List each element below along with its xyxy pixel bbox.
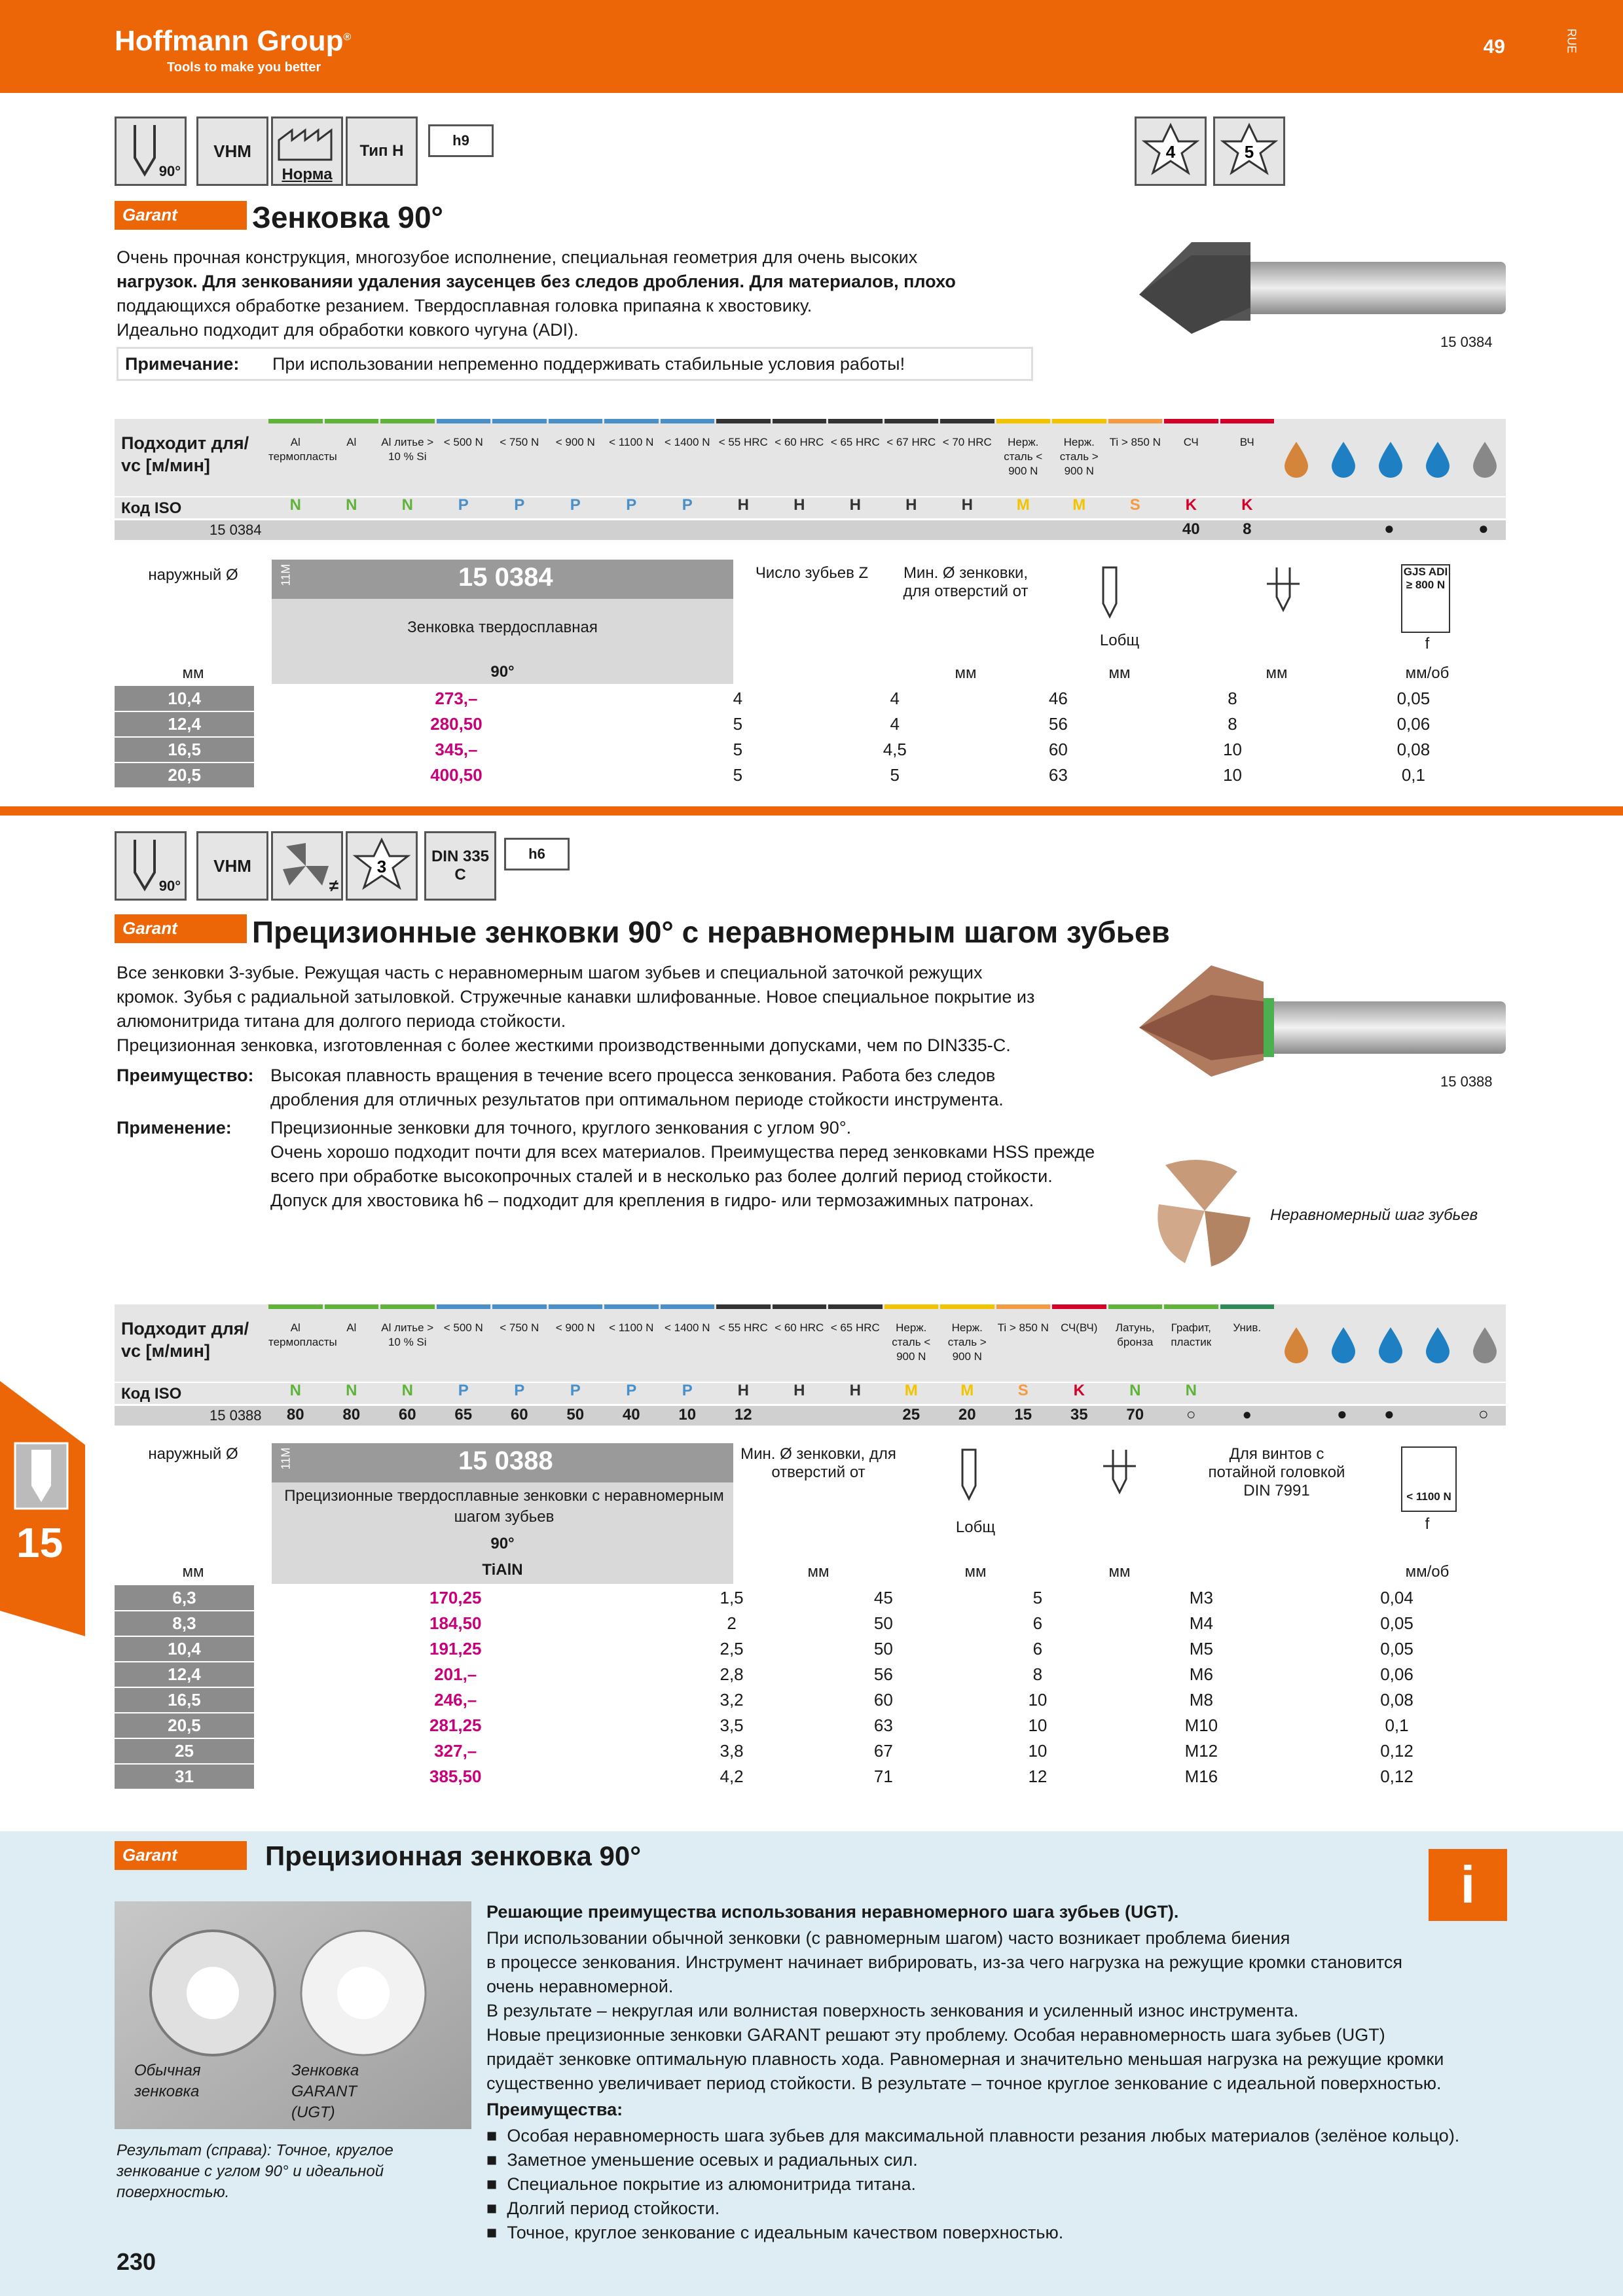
coolant-mark: ○ <box>1478 1404 1489 1424</box>
photo-caption: Результат (справа): Точное, круглое зенкование с углом 90° и идеальной поверхностью. <box>117 2142 393 2201</box>
material-header: < 900 N <box>549 419 603 496</box>
iso-code: P <box>682 496 693 514</box>
photo-label-left: Обычная зенковка <box>134 2062 201 2100</box>
vc-value: 65 <box>454 1406 473 1424</box>
table-row: 25 327,– 3,8 67 10 M12 0,12 <box>115 1738 1506 1764</box>
tolerance-icon: h6 <box>504 838 570 870</box>
section1-title: Зенковка 90° <box>252 200 443 234</box>
iso-code: M <box>960 1382 974 1399</box>
image-id: 15 0388 <box>1440 1073 1493 1090</box>
svg-text:5: 5 <box>1244 142 1254 162</box>
iso-code: K <box>1185 496 1197 514</box>
vc-value: 50 <box>566 1406 585 1424</box>
coolant-mark: ● <box>1384 1404 1395 1424</box>
application-text: Прецизионные зенковки для точного, круглого зенкования с углом 90°. Очень хорошо подходит почти для всех материалов. Преимущества перед зенковками HSS прежде всего при обработке высокопрочных сталей и в несколько раз более долгий период стойкости. Допуск для хвостовика h6 – подходит для крепления в гидро- или термозажимных патронах. <box>270 1118 1095 1210</box>
svg-text:4: 4 <box>1165 142 1176 162</box>
advantage-text: Высокая плавность вращения в течение всего процесса зенкования. Работа без следов дробления для отличных результатов при оптимальном периоде стойкости инструмента. <box>270 1066 1004 1109</box>
svg-text:3: 3 <box>376 857 387 876</box>
gjs-icon: GJS ADI ≥ 800 N <box>1401 564 1450 633</box>
table-row: 12,4 201,– 2,8 56 8 M6 0,06 <box>115 1662 1506 1687</box>
vc-value: 60 <box>398 1406 416 1424</box>
material-header: Al литье > 10 % Si <box>380 1304 435 1382</box>
min-dia-header: Мин. Ø зенковки, для отверстий от <box>740 1445 896 1481</box>
iso-code: P <box>514 1382 525 1399</box>
vc-value: 70 <box>1126 1406 1144 1424</box>
shank-icon <box>1093 1446 1146 1505</box>
iso-code: N <box>346 1382 357 1399</box>
coolant-mark: ● <box>1337 1404 1347 1424</box>
vc-value: 80 <box>342 1406 361 1424</box>
flute-4-icon <box>1135 117 1207 186</box>
countersink-image <box>1133 962 1512 1080</box>
vhm-icon: VHM <box>196 831 268 901</box>
iso-code: P <box>458 496 469 514</box>
iso-code: K <box>1241 496 1253 514</box>
advantages-heading: Преимущества: <box>486 2100 623 2119</box>
coolant-mark: ● <box>1384 518 1395 538</box>
table-row: 10,4 191,25 2,5 50 6 M5 0,05 <box>115 1636 1506 1662</box>
table-row: 16,5 345,– 5 4,5 60 10 0,08 <box>115 737 1506 762</box>
oil-icon <box>1277 439 1321 478</box>
material-header: < 750 N <box>492 1304 547 1382</box>
air-icon <box>1465 439 1510 478</box>
pitch-image <box>1146 1152 1264 1270</box>
vc-value: 25 <box>902 1406 921 1424</box>
material-header: Al термопласты <box>268 1304 323 1382</box>
tolerance-icon: h9 <box>428 124 494 157</box>
material-header: < 70 HRC <box>940 419 994 496</box>
iso-code: N <box>1129 1382 1141 1399</box>
iso-code: H <box>849 1382 861 1399</box>
material-strength-icon: < 1100 N <box>1401 1446 1457 1512</box>
outer-dia-header: наружный Ø <box>148 1445 238 1463</box>
iso-label: Код ISO <box>121 1385 182 1403</box>
iso-label: Код ISO <box>121 499 182 517</box>
section1-description: Очень прочная конструкция, многозубое исполнение, специальная геометрия для очень высоких нагрузок. Для зенкованияи удаления заусенцев без следов дробления. Для материалов, плохо поддающихся обработке резанием. Твердосплавная головка припаяна к хвостовику. Идеально подходит для обработки ковкого чугуна (ADI). <box>117 247 956 340</box>
vhm-icon: VHM <box>196 117 268 186</box>
norm-icon: Норма <box>271 117 343 186</box>
min-dia-header: Мин. Ø зенковки, для отверстий от <box>903 564 1029 600</box>
vc-value: 80 <box>286 1406 304 1424</box>
screw-header: Для винтов с потайной головкой DIN 7991 <box>1208 1445 1345 1499</box>
info-icon: i <box>1429 1849 1507 1921</box>
material-header: < 60 HRC <box>773 1304 827 1382</box>
length-icon <box>1090 564 1129 623</box>
photo-label-right: Зенковка GARANT (UGT) <box>291 2062 359 2121</box>
iso-code: P <box>570 496 581 514</box>
list-item: ■ Точное, круглое зенкование с идеальным качеством поверхностью. <box>486 2223 1064 2242</box>
material-header: < 65 HRC <box>828 1304 883 1382</box>
material-header: Нерж. сталь < 900 N <box>996 419 1051 496</box>
type-icon: Тип H <box>346 117 418 186</box>
emulsion-icon <box>1324 439 1368 478</box>
material-header: < 55 HRC <box>716 419 771 496</box>
material-header: Al <box>325 1304 379 1382</box>
row-id: 15 0388 <box>210 1407 262 1424</box>
flute-3-icon <box>346 831 418 901</box>
din-icon: DIN 335 C <box>424 831 496 901</box>
dry-icon <box>1418 1324 1463 1363</box>
iso-code: M <box>904 1382 918 1399</box>
desc-header: Зенковка твердосплавная <box>407 619 598 636</box>
mist-icon <box>1371 439 1415 478</box>
emulsion-icon <box>1324 1324 1368 1363</box>
air-icon <box>1465 1324 1510 1363</box>
section2-description: Все зенковки 3-зубые. Режущая часть с неравномерным шагом зубьев и специальной заточкой режущих кромок. Зубья с радиальной затыловкой. Стружечные канавки шлифованные. Новое специальное покрытие из алюмонитрида титана для долгого периода стойкости. Прецизионная зенковка, изготовленная с более жесткими производственными допусками, чем по DIN335-C. <box>117 963 1035 1055</box>
garant-badge: Garant <box>115 201 247 230</box>
brand-logo: Hoffmann Group® <box>115 25 352 57</box>
brand-tagline: Tools to make you better <box>167 60 321 75</box>
coolant-mark: ● <box>1478 518 1489 538</box>
oil-icon <box>1277 1324 1321 1363</box>
chapter-number: 15 <box>16 1519 64 1566</box>
iso-code: N <box>401 1382 413 1399</box>
material-header: Латунь, бронза <box>1108 1304 1163 1382</box>
section2-title: Прецизионные зенковки 90° с неравномерным шагом зубьев <box>252 915 1170 949</box>
code-number: 15 0384 <box>458 563 553 592</box>
section-separator <box>0 806 1623 816</box>
iso-code: P <box>626 1382 637 1399</box>
drill-icon <box>12 1440 71 1512</box>
product-table-1 <box>115 686 1506 789</box>
table-row: 20,5 281,25 3,5 63 10 M10 0,1 <box>115 1713 1506 1738</box>
material-header: < 65 HRC <box>828 419 883 496</box>
mist-icon <box>1371 1324 1415 1363</box>
info-title: Прецизионная зенковка 90° <box>265 1840 642 1871</box>
table-row: 8,3 184,50 2 50 6 M4 0,05 <box>115 1611 1506 1636</box>
iso-code: P <box>458 1382 469 1399</box>
outer-dia-header: наружный Ø <box>148 566 238 584</box>
iso-code: N <box>289 1382 301 1399</box>
table-row: 6,3 170,25 1,5 45 5 M3 0,04 <box>115 1585 1506 1611</box>
material-header: < 1400 N <box>661 1304 715 1382</box>
table-row: 10,4 273,– 4 4 46 8 0,05 <box>115 686 1506 711</box>
angle-icon: 90° <box>115 831 187 901</box>
flute-5-icon <box>1213 117 1285 186</box>
iso-code: H <box>849 496 861 514</box>
iso-code: M <box>1016 496 1030 514</box>
table-row: 12,4 280,50 5 4 56 8 0,06 <box>115 711 1506 737</box>
iso-code: H <box>905 496 917 514</box>
vc-value: 40 <box>622 1406 640 1424</box>
uneven-pitch-icon: ≠ <box>271 831 343 901</box>
vc-value: 40 <box>1182 520 1200 538</box>
vc-value: 15 <box>1014 1406 1032 1424</box>
material-header: Al литье > 10 % Si <box>380 419 435 496</box>
length-icon <box>949 1446 989 1505</box>
application-label: Применение: <box>117 1118 232 1138</box>
teeth-header: Число зубьев Z <box>755 564 869 582</box>
vc-value: ● <box>1242 1406 1252 1424</box>
iso-code: N <box>289 496 301 514</box>
iso-code: N <box>346 496 357 514</box>
iso-code: H <box>737 1382 749 1399</box>
suitable-label: Подходит для/ vc [м/мин] <box>121 433 249 475</box>
vc-value: 8 <box>1243 520 1252 538</box>
advantage-label: Преимущество: <box>117 1066 254 1085</box>
dry-icon <box>1418 439 1463 478</box>
language-code: RUE <box>1565 28 1578 54</box>
row-id: 15 0384 <box>210 522 262 538</box>
angle-icon: 90° <box>115 117 187 186</box>
page-number: 49 <box>1483 36 1505 58</box>
iso-code: S <box>1017 1382 1029 1399</box>
material-header: < 750 N <box>492 419 547 496</box>
code-number: 15 0388 <box>458 1446 553 1475</box>
info-paragraph: При использовании обычной зенковки (с равномерным шагом) часто возникает проблема биения в процессе зенкования. Инструмент начинает вибрировать, из-за чего нагрузка на режущие кромки становится очень неравномерной. В результате – некруглая или волнистая поверхность зенкования и усиленный износ инструмента. Новые прецизионные зенковки GARANT решают эту проблему. Особая неравномерность шага зубьев (UGT) придаёт зенковке оптимальную плавность хода. Равномерная и значительно меньшая нагрузка на режущие кромки существенно увеличивает период стойкости. В результате – точное круглое зенкование с идеальной поверхностью. <box>486 1928 1444 2093</box>
iso-code: H <box>737 496 749 514</box>
material-header: Нерж. сталь < 900 N <box>884 1304 939 1382</box>
vc-value: 12 <box>734 1406 752 1424</box>
vc-row <box>115 520 1506 540</box>
note-box: Примечание: При использовании непременно поддерживать стабильные условия работы! <box>117 347 1033 381</box>
list-item: ■ Заметное уменьшение осевых и радиальных сил. <box>486 2150 918 2170</box>
material-header: < 1100 N <box>604 1304 659 1382</box>
iso-code: H <box>961 496 973 514</box>
footer-page-number: 230 <box>117 2248 156 2275</box>
desc-header: Прецизионные твердосплавные зенковки с неравномерным шагом зубьев <box>284 1487 724 1526</box>
material-header: Ti > 850 N <box>1108 419 1163 496</box>
list-item: ■ Особая неравномерность шага зубьев для максимальной плавности резания любых материалов (зелёное кольцо). <box>486 2126 1460 2145</box>
vc-value: 60 <box>510 1406 528 1424</box>
shank-icon <box>1257 564 1309 623</box>
iso-code: N <box>401 496 413 514</box>
iso-code: P <box>570 1382 581 1399</box>
suitable-label: Подходит для/ vc [м/мин] <box>121 1319 249 1361</box>
table-row: 16,5 246,– 3,2 60 10 M8 0,08 <box>115 1687 1506 1713</box>
material-header: СЧ <box>1164 419 1218 496</box>
iso-code: H <box>793 1382 805 1399</box>
material-header: < 60 HRC <box>773 419 827 496</box>
garant-badge: Garant <box>115 914 247 943</box>
image-id: 15 0384 <box>1440 334 1493 350</box>
table-row: 31 385,50 4,2 71 12 M16 0,12 <box>115 1764 1506 1789</box>
material-header: Графит, пластик <box>1164 1304 1218 1382</box>
iso-code: N <box>1185 1382 1197 1399</box>
iso-code: P <box>514 496 525 514</box>
iso-code: K <box>1073 1382 1085 1399</box>
material-header: Al <box>325 419 379 496</box>
table-row: 20,5 400,50 5 5 63 10 0,1 <box>115 762 1506 788</box>
iso-code: M <box>1072 496 1086 514</box>
material-header: Унив. <box>1220 1304 1275 1382</box>
material-header: < 500 N <box>437 419 491 496</box>
material-header: СЧ(ВЧ) <box>1052 1304 1106 1382</box>
product-table-2 <box>115 1585 1506 1790</box>
material-header: Ti > 850 N <box>996 1304 1051 1382</box>
list-item: ■ Долгий период стойкости. <box>486 2198 720 2218</box>
iso-code: P <box>682 1382 693 1399</box>
vc-value: 35 <box>1070 1406 1088 1424</box>
iso-code: H <box>793 496 805 514</box>
material-header: < 900 N <box>549 1304 603 1382</box>
vc-value: ○ <box>1186 1406 1196 1424</box>
material-header: Нерж. сталь > 900 N <box>940 1304 994 1382</box>
material-header: < 67 HRC <box>884 419 939 496</box>
iso-code: S <box>1129 496 1140 514</box>
iso-code: P <box>626 496 637 514</box>
material-header: ВЧ <box>1220 419 1275 496</box>
material-header: Нерж. сталь > 900 N <box>1052 419 1106 496</box>
material-header: Al термопласты <box>268 419 323 496</box>
vc-value: 20 <box>958 1406 976 1424</box>
info-heading: Решающие преимущества использования неравномерного шага зубьев (UGT). <box>486 1902 1179 1922</box>
material-header: < 1100 N <box>604 419 659 496</box>
list-item: ■ Специальное покрытие из алюмонитрида титана. <box>486 2174 917 2194</box>
material-header: < 1400 N <box>661 419 715 496</box>
vc-value: 10 <box>678 1406 697 1424</box>
material-header: < 55 HRC <box>716 1304 771 1382</box>
coating-label: TiAlN <box>482 1561 523 1579</box>
countersink-image <box>1133 229 1512 334</box>
material-header: < 500 N <box>437 1304 491 1382</box>
advantages-list <box>486 2124 1534 2245</box>
pitch-caption: Неравномерный шаг зубьев <box>1270 1206 1478 1224</box>
garant-badge: Garant <box>115 1841 247 1870</box>
